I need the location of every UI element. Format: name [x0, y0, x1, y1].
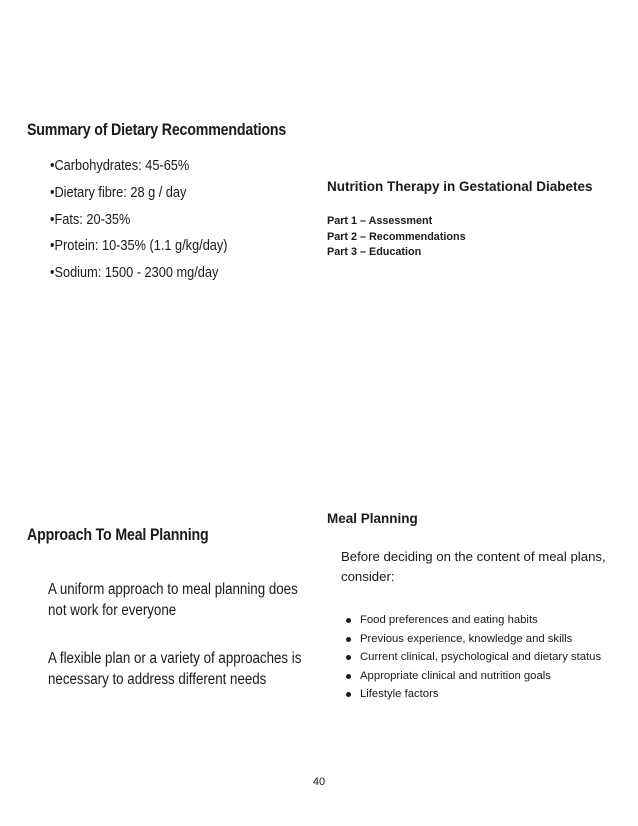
bullet-icon [346, 637, 351, 642]
list-item-label: Previous experience, knowledge and skills [360, 632, 573, 645]
considerations-list [346, 613, 601, 706]
list-item-label: Appropriate clinical and nutrition goals [360, 669, 551, 682]
bullet-icon [346, 674, 351, 679]
list-item [346, 669, 601, 688]
list-item: •Fats: 20-35% [50, 211, 131, 228]
list-item-label: Food preferences and eating habits [360, 614, 538, 626]
parts-list [327, 214, 466, 261]
list-item [346, 687, 601, 706]
list-item [346, 632, 601, 651]
therapy-title: Nutrition Therapy in Gestational Diabetes [327, 179, 593, 194]
list-item [346, 650, 601, 669]
list-item [346, 613, 601, 632]
paragraph-line: necessary to address different needs [48, 671, 267, 688]
meal-planning-title: Meal Planning [327, 511, 418, 526]
summary-title: Summary of Dietary Recommendations [27, 121, 287, 139]
approach-paragraph-1 [48, 579, 306, 621]
page-number: 40 [312, 776, 326, 788]
list-item: Part 1 – Assessment [327, 215, 433, 227]
bullet-icon [346, 655, 351, 660]
list-item: •Dietary fibre: 28 g / day [50, 184, 187, 201]
bullet-icon [346, 618, 351, 623]
list-item-label: Current clinical, psychological and dietary status [360, 651, 602, 664]
paragraph-line: not work for everyone [48, 602, 177, 619]
list-item: Part 2 – Recommendations [327, 230, 466, 243]
list-item-label: Lifestyle factors [360, 688, 439, 701]
approach-title: Approach To Meal Planning [27, 526, 209, 544]
paragraph-line: A uniform approach to meal planning does [48, 581, 298, 598]
paragraph-line: A flexible plan or a variety of approaches is [48, 650, 302, 667]
recommendation-list [50, 157, 252, 291]
list-item: •Carbohydrates: 45-65% [50, 158, 190, 174]
list-item: •Protein: 10-35% (1.1 g/kg/day) [50, 238, 228, 255]
meal-planning-intro: Before deciding on the content of meal plans, consider: [341, 549, 606, 584]
bullet-icon [346, 692, 351, 697]
list-item: Part 3 – Education [327, 246, 422, 258]
list-item: •Sodium: 1500 - 2300 mg/day [50, 265, 219, 282]
approach-paragraph-2 [48, 648, 306, 690]
